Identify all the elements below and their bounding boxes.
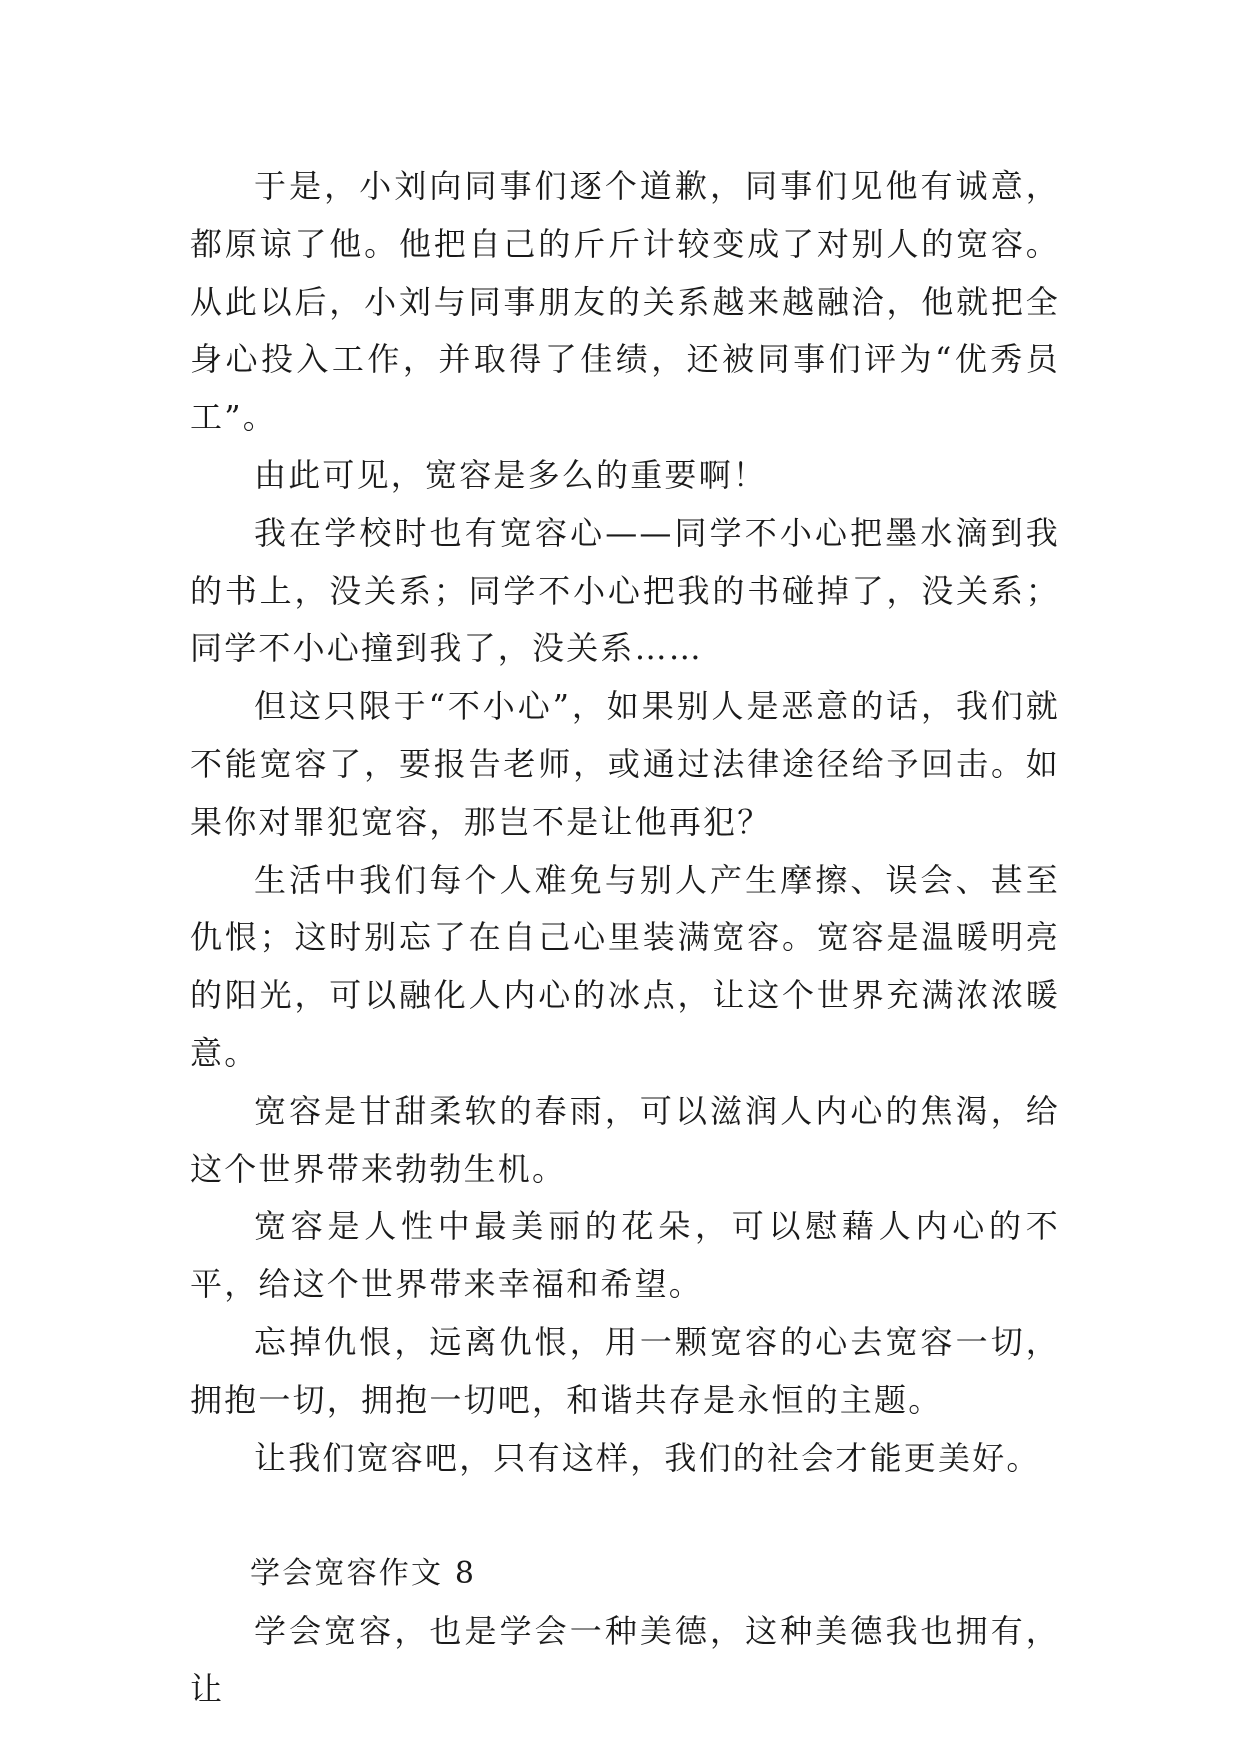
paragraph-8: 忘掉仇恨，远离仇恨，用一颗宽容的心去宽容一切，拥抱一切，拥抱一切吧，和谐共存是永恒的主题。 — [190, 1322, 1060, 1419]
section-title: 学会宽容作文 8 — [250, 1556, 477, 1592]
document-body — [190, 158, 1060, 1719]
section-spacer — [190, 1487, 1060, 1545]
paragraph-4: 但这只限于“不小心”，如果别人是恶意的话，我们就不能宽容了，要报告老师，或通过法律途径给予回击。如果你对罪犯宽容，那岂不是让他再犯？ — [190, 687, 1060, 841]
paragraph-2: 由此可见，宽容是多么的重要啊！ — [254, 455, 768, 494]
paragraph-9: 让我们宽容吧，只有这样，我们的社会才能更美好。 — [254, 1438, 1041, 1477]
paragraph-1: 于是，小刘向同事们逐个道歉，同事们见他有诚意，都原谅了他。他把自己的斤斤计较变成了对别人的宽容。从此以后，小刘与同事朋友的关系越来越融洽，他就把全身心投入工作，并取得了佳绩，还被同事们评为“优秀员工”。 — [190, 167, 1060, 437]
paragraph-3: 我在学校时也有宽容心——同学不小心把墨水滴到我的书上，没关系；同学不小心把我的书碰掉了，没关系；同学不小心撞到我了，没关系…… — [190, 513, 1060, 668]
section-paragraph-1: 学会宽容，也是学会一种美德，这种美德我也拥有，让 — [190, 1612, 1060, 1708]
paragraph-6: 宽容是甘甜柔软的春雨，可以滋润人内心的焦渴，给这个世界带来勃勃生机。 — [190, 1091, 1060, 1188]
paragraph-5: 生活中我们每个人难免与别人产生摩擦、误会、甚至仇恨；这时别忘了在自己心里装满宽容。宽容是温暖明亮的阳光，可以融化人内心的冰点，让这个世界充满浓浓暖意。 — [190, 860, 1060, 1072]
paragraph-7: 宽容是人性中最美丽的花朵，可以慰藉人内心的不平，给这个世界带来幸福和希望。 — [190, 1207, 1060, 1304]
